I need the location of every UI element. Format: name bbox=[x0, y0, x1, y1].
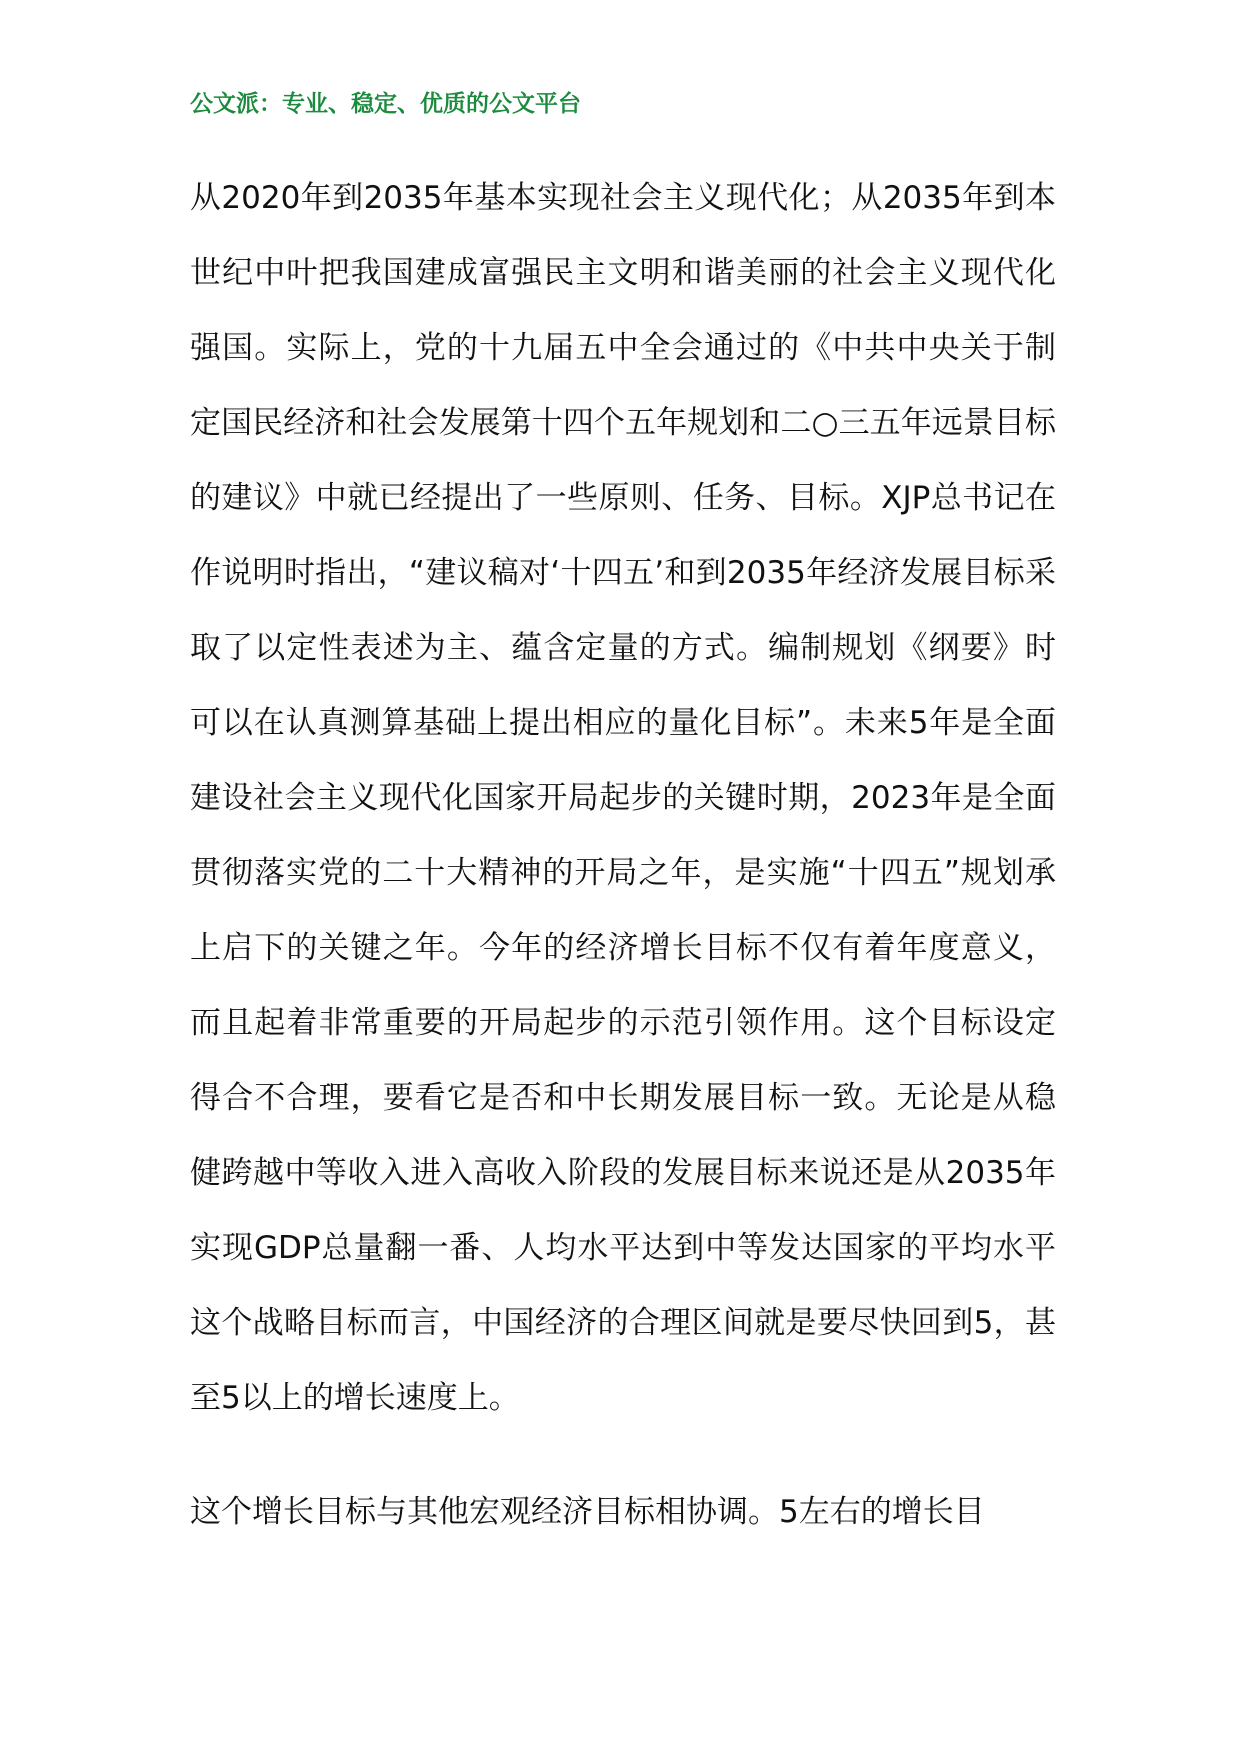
body-paragraph-2: 这个增长目标与其他宏观经济目标相协调。5左右的增长目 bbox=[190, 1494, 985, 1530]
body-paragraph-1: 从2020年到2035年基本实现社会主义现代化；从2035年到本世纪中叶把我国建成富强民主文明和谐美丽的社会主义现代化强国。实际上，党的十九届五中全会通过的《中共中央关于制定国民经济和社会发展第十四个五年规划和二○三五年远景目标的建议》中就已经提出了一些原则、任务、目标。XJP总书记在作说明时指出，“建议稿对‘十四五’和到2035年经济发展目标采取了以定性表述为主、蕴含定量的方式。编制规划《纲要》时可以在认真测算基础上提出相应的量化目标”。未来5年是全面建设社会主义现代化国家开局起步的关键时期，2023年是全面贯彻落实党的二十大精神的开局之年，是实施“十四五”规划承上启下的关键之年。今年的经济增长目标不仅有着年度意义，而且起着非常重要的开局起步的示范引领作用。这个目标设定得合不合理，要看它是否和中长期发展目标一致。无论是从稳健跨越中等收入进入高收入阶段的发展目标来说还是从2035年实现GDP总量翻一番、人均水平达到中等发达国家的平均水平这个战略目标而言，中国经济的合理区间就是要尽快回到5，甚至5以上的增长速度上。 bbox=[190, 180, 1056, 1416]
body-paragraph-1-container bbox=[190, 161, 1056, 1436]
body-paragraph-2-container bbox=[190, 1475, 1056, 1550]
page-header-title: 公文派：专业、稳定、优质的公文平台 bbox=[190, 91, 581, 117]
